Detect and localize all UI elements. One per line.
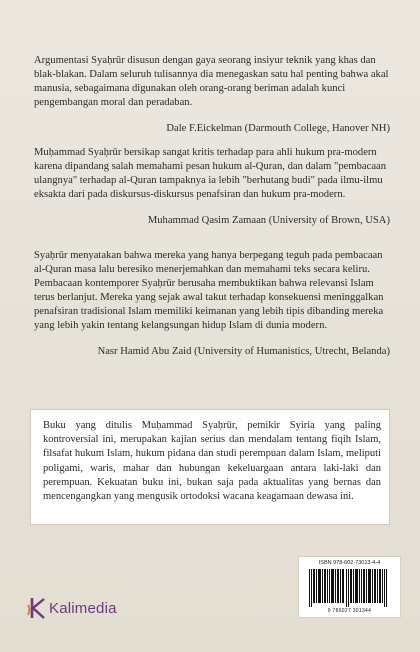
publisher-name: Kalimedia bbox=[49, 599, 117, 617]
barcode-digits: 9 786027 301344 bbox=[327, 608, 372, 614]
endorsement-3 bbox=[34, 249, 390, 359]
endorsement-1 bbox=[34, 54, 390, 136]
endorsement-text: Muḥammad Syaḥrūr bersikap sangat kritis terhadap para ahli hukum pra-modern karena dipandang salah memahami pesan hukum al-Quran, dan dalam "pembacaan ulangnya" terhadap al-Quran tampaknya ia lebih "berhutang budi" pada ilmu-ilmu eksakta dari pada diskursus-diskursus penafsiran dan hukum pra-modern. bbox=[34, 147, 387, 200]
endorsement-2 bbox=[34, 146, 390, 228]
barcode-panel bbox=[298, 556, 401, 618]
endorsement-author: Nasr Hamid Abu Zaid (University of Humanistics, Utrecht, Belanda) bbox=[97, 346, 390, 357]
endorsement-text: Argumentasi Syaḥrūr disusun dengan gaya seorang insiyur teknik yang khas dan blak-blakan. Dalam seluruh tulisannya dia menegaskan satu hal penting bahwa akal manusia, sebagaimana digunakan oleh orang-orang beriman adalah kunci pengembangan moral dan peradaban. bbox=[34, 55, 389, 108]
endorsement-author: Dale F.Eickelman (Darmouth College, Hanover NH) bbox=[166, 123, 390, 134]
isbn-label: ISBN 978-602-73013-4-4 bbox=[318, 560, 381, 566]
synopsis-text: Buku yang ditulis Muḥammad Syaḥrūr, pemikir Syiria yang paling kontroversial ini, merupakan kajian serius dan mendalam tentang fiqih Islam, filsafat hukum Islam, hukum pidana dan studi perempuan dalam Islam, meliputi poligami, waris, mahar dan hubungan kekeluargaan antara laki-laki dan perempuan. Kekuatan buku ini, bukan saja pada aktualitas yang bernas dan mencengangkan yang mengusik ortodoksi wacana keagamaan dewasa ini. bbox=[43, 420, 381, 503]
publisher-logo bbox=[26, 594, 117, 622]
barcode-icon bbox=[309, 569, 391, 607]
endorsement-text: Syaḥrūr menyatakan bahwa mereka yang hanya berpegang teguh pada pembacaan al-Quran masa lalu beresiko menerjemahkan dan memahami teks secara keliru. Pembacaan kontemporer Syaḥrūr berusaha membuktikan bahwa relevansi Islam terus berlanjut. Mereka yang sejak awal takut terhadap konsekuensi meninggalkan penafsiran tradisional Islam memiliki keimanan yang lebih tipis dibanding mereka yang lebih yakin tentang kelangsungan hidup Islam di dunia modern. bbox=[34, 250, 384, 331]
endorsement-author: Muhammad Qasim Zamaan (University of Brown, USA) bbox=[147, 215, 390, 226]
kalimedia-logo-icon bbox=[26, 596, 48, 620]
